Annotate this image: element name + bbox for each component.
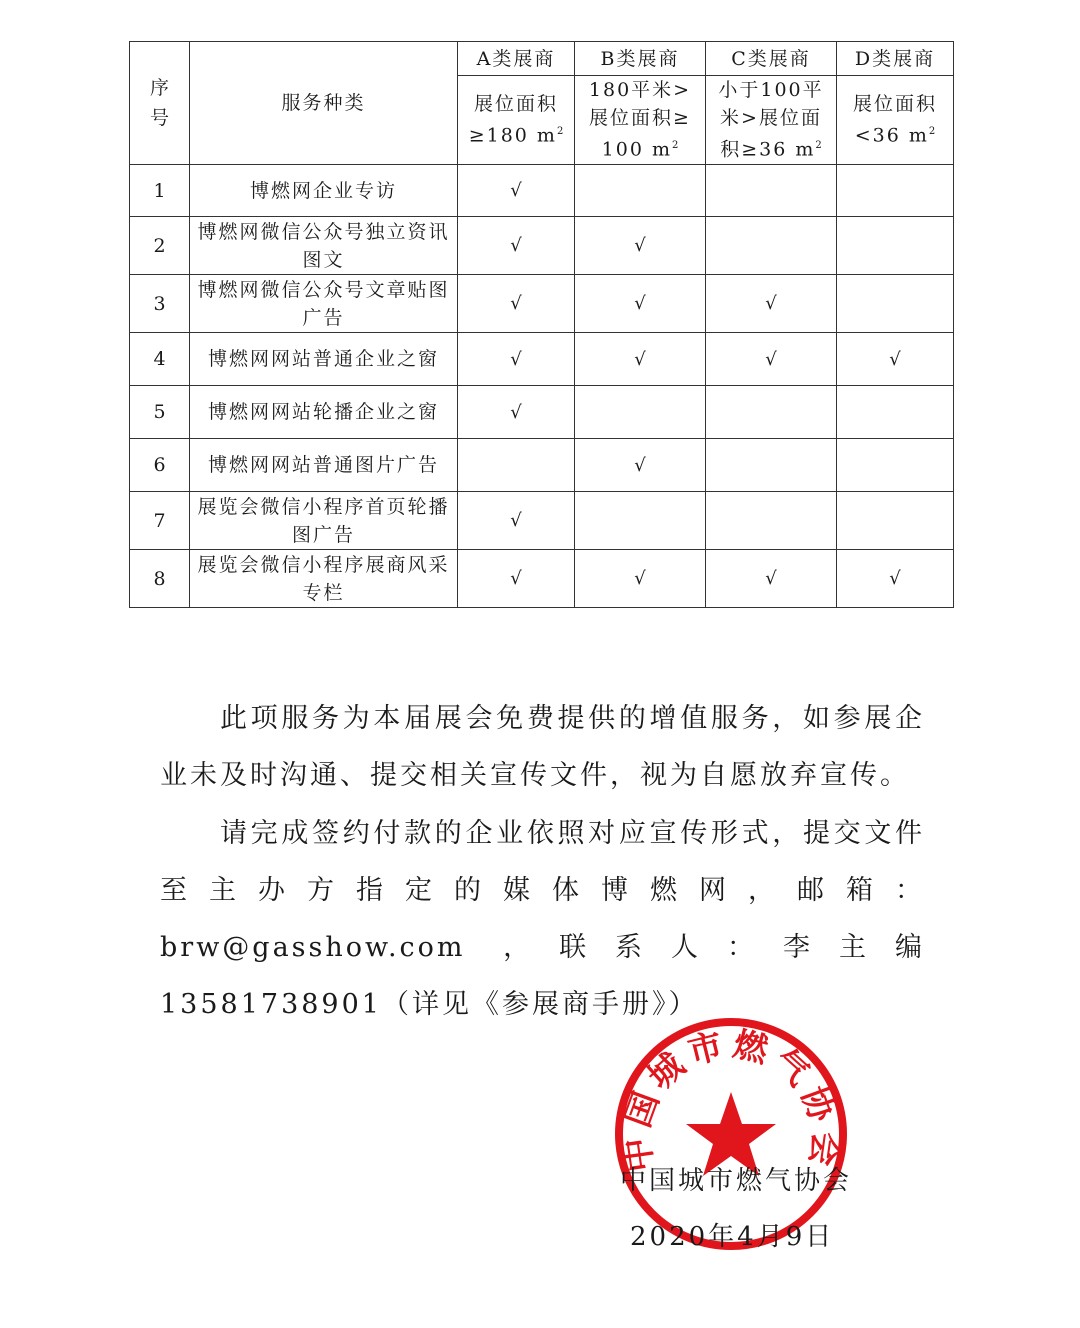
class-b-cell (575, 386, 706, 439)
check-icon: √ (765, 348, 777, 370)
row-number: 2 (130, 217, 190, 275)
class-c-cell (706, 217, 837, 275)
class-d-cell (837, 333, 954, 386)
row-number: 5 (130, 386, 190, 439)
row-number: 4 (130, 333, 190, 386)
row-number: 7 (130, 492, 190, 550)
check-icon: √ (510, 568, 522, 589)
class-c-cell (706, 333, 837, 386)
table-row (130, 217, 954, 275)
class-d-cell (837, 492, 954, 550)
class-b-cell (575, 439, 706, 492)
row-number: 6 (130, 439, 190, 492)
seal-text: 中国城市燃气协会 (616, 1024, 846, 1175)
class-c-cell (706, 550, 837, 608)
table-row (130, 492, 954, 550)
class-a-cell (458, 217, 575, 275)
class-d-cell (837, 165, 954, 217)
criteria-c (706, 76, 837, 165)
class-c-cell (706, 386, 837, 439)
criteria-b-line3: 100 $m^2$ (601, 138, 679, 161)
paragraph-free-service-note: 此项服务为本届展会免费提供的增值服务，如参展企业未及时沟通、提交相关宣传文件，视为自愿放弃宣传。 (160, 703, 925, 791)
check-icon: √ (889, 348, 901, 370)
class-c-cell (706, 165, 837, 217)
criteria-c-line1: 小于100平 (718, 79, 824, 102)
table-row (130, 386, 954, 439)
signature-date: 2020年4月9日 (630, 1222, 835, 1252)
class-d-cell (837, 386, 954, 439)
check-icon: √ (510, 293, 522, 314)
class-b-cell (575, 333, 706, 386)
criteria-d (837, 76, 954, 165)
class-b-cell (575, 217, 706, 275)
check-icon: √ (510, 180, 522, 201)
row-number: 8 (130, 550, 190, 608)
class-d-cell (837, 275, 954, 333)
service-name: 展览会微信小程序首页轮播图广告 (190, 492, 458, 550)
criteria-c-line2: 米>展位面 (720, 107, 822, 130)
criteria-a-line1: 展位面积 (473, 93, 558, 116)
class-b-cell (575, 550, 706, 608)
criteria-b-line1: 180平米> (588, 79, 692, 102)
class-b-cell (575, 275, 706, 333)
row-number: 3 (130, 275, 190, 333)
class-b-cell (575, 492, 706, 550)
signature-organization: 中国城市燃气协会 (620, 1166, 853, 1196)
service-name: 展览会微信小程序展商风采专栏 (190, 550, 458, 608)
class-d-cell (837, 439, 954, 492)
header-class-d: D类展商 (837, 42, 954, 76)
class-d-cell (837, 217, 954, 275)
class-a-cell (458, 550, 575, 608)
class-b-cell (575, 165, 706, 217)
check-icon: √ (634, 568, 646, 589)
header-no-text: 序号 (149, 77, 169, 129)
class-c-cell (706, 439, 837, 492)
header-class-a: A类展商 (458, 42, 575, 76)
service-table (129, 41, 954, 608)
check-icon: √ (634, 454, 646, 476)
table-row (130, 333, 954, 386)
header-class-c: C类展商 (706, 42, 837, 76)
criteria-b-line2: 展位面积≥ (589, 107, 691, 130)
criteria-b (575, 76, 706, 165)
header-no (130, 42, 190, 165)
check-icon: √ (510, 401, 522, 423)
paragraph-submission-instructions: 请完成签约付款的企业依照对应宣传形式，提交文件至主办方指定的媒体博燃网，邮箱：brw@gasshow.com ，联系人：李主编 13581738901（详见《参展商手册》） (160, 818, 925, 1020)
class-a-cell (458, 165, 575, 217)
check-icon: √ (510, 235, 522, 256)
class-c-cell (706, 492, 837, 550)
criteria-a-line2: ≥180 $m^2$ (468, 124, 564, 147)
check-icon: √ (510, 510, 522, 531)
class-d-cell (837, 550, 954, 608)
check-icon: √ (510, 348, 522, 370)
check-icon: √ (634, 235, 646, 256)
service-name: 博燃网网站普通图片广告 (190, 439, 458, 492)
criteria-c-line3: 积≥36 $m^2$ (720, 138, 822, 161)
header-class-b: B类展商 (575, 42, 706, 76)
service-name: 博燃网网站轮播企业之窗 (190, 386, 458, 439)
class-a-cell (458, 386, 575, 439)
check-icon: √ (634, 293, 646, 314)
class-a-cell (458, 333, 575, 386)
check-icon: √ (634, 348, 646, 370)
class-c-cell (706, 275, 837, 333)
criteria-d-line1: 展位面积 (852, 93, 937, 116)
table-row (130, 550, 954, 608)
criteria-a (458, 76, 575, 165)
header-service: 服务种类 (190, 42, 458, 165)
table-row (130, 165, 954, 217)
class-a-cell (458, 492, 575, 550)
class-a-cell (458, 439, 575, 492)
service-name: 博燃网网站普通企业之窗 (190, 333, 458, 386)
service-name: 博燃网微信公众号独立资讯图文 (190, 217, 458, 275)
check-icon: √ (765, 293, 777, 314)
criteria-d-line2: <36 $m^2$ (854, 124, 936, 147)
check-icon: √ (889, 568, 901, 589)
row-number: 1 (130, 165, 190, 217)
table-row (130, 275, 954, 333)
check-icon: √ (765, 568, 777, 589)
service-name: 博燃网微信公众号文章贴图广告 (190, 275, 458, 333)
table-row (130, 439, 954, 492)
service-name: 博燃网企业专访 (190, 165, 458, 217)
class-a-cell (458, 275, 575, 333)
